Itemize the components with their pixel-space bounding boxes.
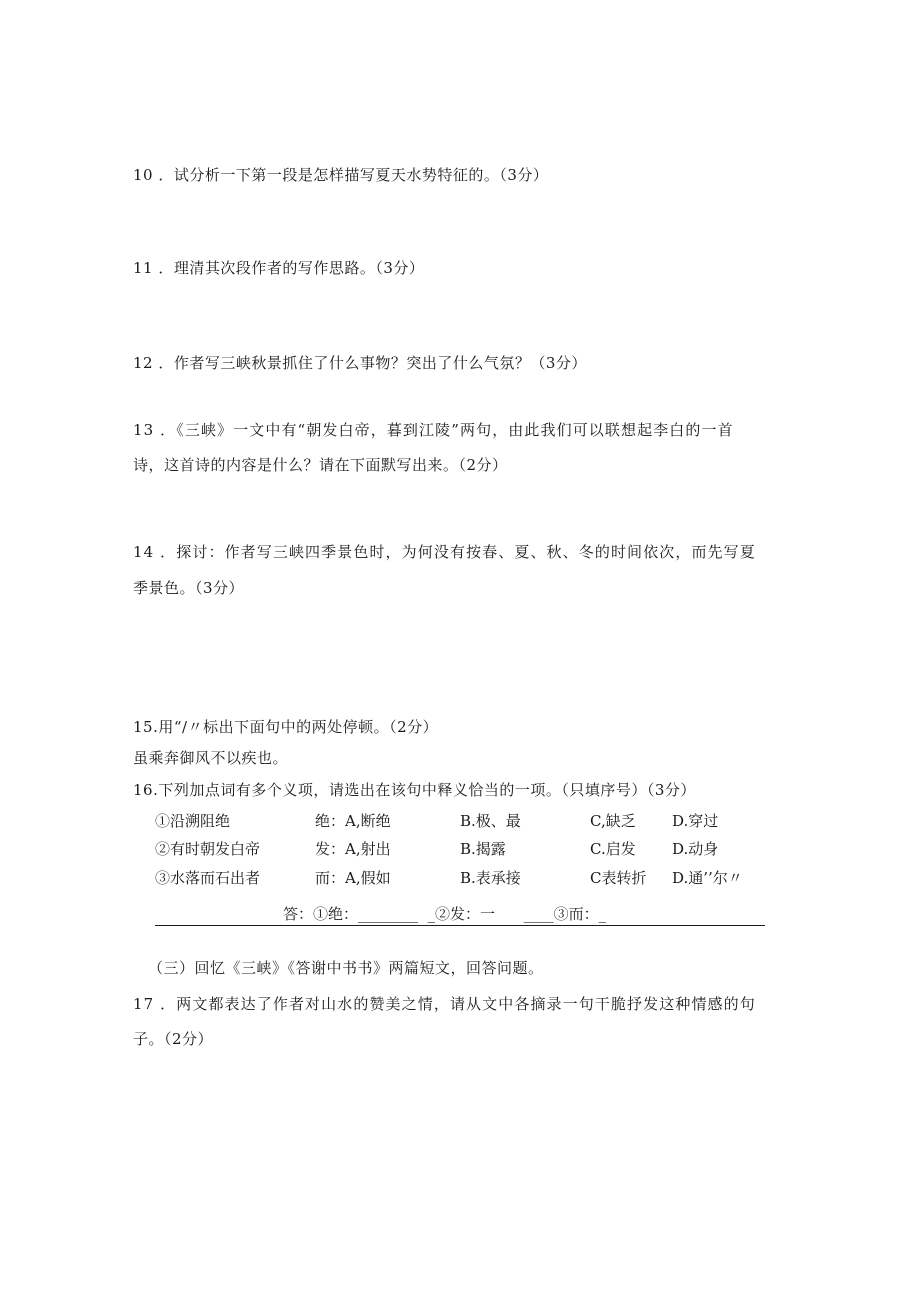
q11: 11 ．理清其次段作者的写作思路。（3分）: [133, 259, 425, 277]
option-word-a: 发：A,射出: [315, 840, 391, 858]
option-word-a: 绝：A,断绝: [315, 812, 391, 830]
q14-line-1: 14 ．探讨：作者写三峡四季景色时，为何没有按春、夏、秋、冬的时间依次，而先写夏: [133, 543, 756, 561]
option-c: C表转折: [590, 869, 647, 887]
option-d: D.通’’尔〃: [672, 869, 743, 887]
q15-sentence: 虽乘奔御风不以疾也。: [133, 749, 289, 767]
option-sentence: ③水落而石出者: [155, 869, 261, 887]
option-c: C,缺乏: [590, 812, 636, 830]
q16-line-1: 16.下列加点词有多个义项，请选出在该句中释义恰当的一项。（只填序号）（3分）: [133, 781, 696, 799]
q10: 10 ．试分析一下第一段是怎样描写夏天水势特征的。（3分）: [133, 166, 549, 184]
q14-line-2: 季景色。（3分）: [133, 579, 245, 597]
q13-line-1: 13 ．《三峡》一文中有“朝发白帝，暮到江陵”两句，由此我们可以联想起李白的一首: [133, 421, 734, 439]
q12: 12 ．作者写三峡秋景抓住了什么事物？突出了什么气氛？（3分）: [133, 354, 587, 372]
q17-line-1: 17 ．两文都表达了作者对山水的赞美之情，请从文中各摘录一句干脆抒发这种情感的句: [133, 995, 756, 1013]
option-b: B.表承接: [460, 869, 521, 887]
option-sentence: ①沿溯阻绝: [155, 812, 231, 830]
option-c: C.启发: [590, 840, 636, 858]
q13-line-2: 诗，这首诗的内容是什么？请在下面默写出来。（2分）: [133, 456, 508, 474]
option-d: D.动身: [672, 840, 719, 858]
q16-answer-line[interactable]: [155, 903, 765, 926]
q16-answer-text: 答：①绝：________ _②发：一 ____③而：_: [283, 905, 607, 923]
q17-line-2: 子。（2分）: [133, 1030, 214, 1048]
option-word-a: 而：A,假如: [315, 869, 391, 887]
option-b: B.极、最: [460, 812, 521, 830]
section-3-heading: （三）回忆《三峡》《答谢中书书》两篇短文，回答问题。: [148, 959, 544, 977]
q15-line-1: 15.用“/〃标出下面句中的两处停顿。（2分）: [133, 718, 439, 736]
option-sentence: ②有时朝发白帝: [155, 840, 261, 858]
option-b: B.揭露: [460, 840, 506, 858]
option-d: D.穿过: [672, 812, 719, 830]
